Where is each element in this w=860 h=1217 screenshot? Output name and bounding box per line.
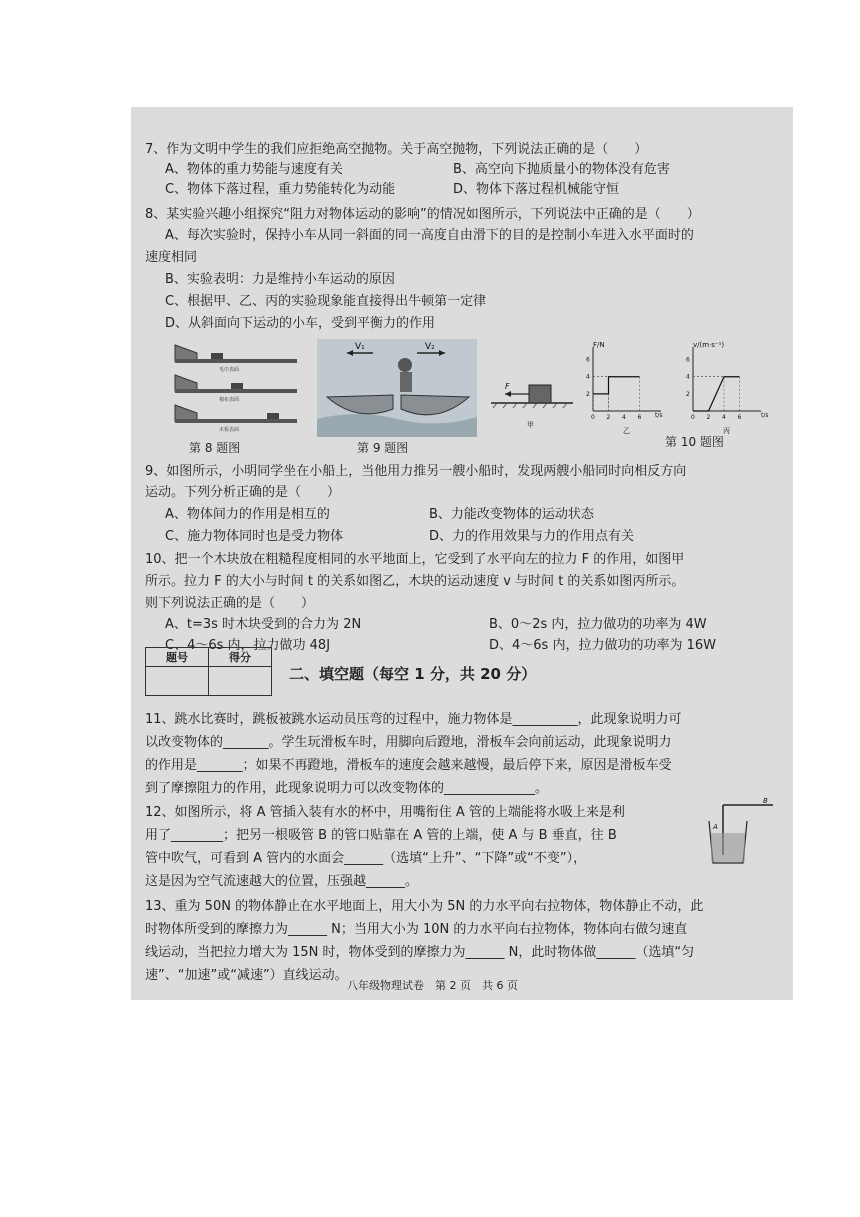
bing-label: 丙 — [723, 427, 730, 435]
q8-option-c: C、根据甲、乙、丙的实验现象能直接得出牛顿第一定律 — [165, 294, 487, 309]
q10-stem-line1: 10、把一个木块放在粗糙程度相同的水平地面上，它受到了水平向左的拉力 F 的作用，如图甲 — [145, 552, 685, 567]
q13-line1: 13、重为 50N 的物体静止在水平地面上，用大小为 5N 的力水平向右拉物体，物体静止不动，此 — [145, 899, 704, 914]
wood-block — [529, 385, 551, 403]
yi-ytick-2: 6 — [586, 356, 590, 364]
q10-stem-line3: 则下列说法正确的是（ ） — [145, 596, 315, 611]
q8-option-a-line1: A、每次实验时，保持小车从同一斜面的同一高度自由滑下的目的是控制小车进入水平面时的 — [165, 228, 694, 243]
q11-line4: 到了摩擦阻力的作用，此现象说明力可以改变物体的______________。 — [145, 781, 549, 796]
bing-xtick-1: 2 — [706, 414, 711, 421]
score-cell-2 — [209, 667, 272, 696]
fig10-jia — [487, 363, 577, 433]
yi-ytick-0: 2 — [586, 390, 590, 398]
q9-option-c: C、施力物体同时也是受力物体 — [165, 529, 344, 544]
section2-title: 二、填空题（每空 1 分，共 20 分） — [289, 665, 537, 683]
q11-line2: 以改变物体的_______。学生玩滑板车时，用脚向后蹬地，滑板车会向前运动，此现象说明力 — [145, 735, 672, 750]
q10-option-b: B、0～2s 内，拉力做功的功率为 4W — [489, 617, 707, 632]
bing-xtick-0: 0 — [691, 414, 695, 421]
q9-option-d: D、力的作用效果与力的作用点有关 — [429, 529, 635, 544]
force-label: F — [505, 382, 510, 391]
yi-xlabel: t/s — [655, 412, 663, 419]
q8-option-b: B、实验表明：力是维持小车运动的原因 — [165, 272, 395, 287]
fig10-bing-chart — [679, 339, 779, 435]
fig9-caption: 第 9 题图 — [357, 441, 409, 455]
bing-ylabel: v/(m·s⁻¹) — [693, 341, 725, 349]
ramp-2 — [175, 375, 297, 393]
q9-stem-line1: 9、如图所示，小明同学坐在小船上，当他用力推另一艘小船时，发现两艘小船同时向相反方向 — [145, 464, 687, 479]
v1-label: V₁ — [355, 342, 365, 352]
surface-label-1: 毛巾表面 — [219, 367, 240, 373]
q10-option-a: A、t=3s 时木块受到的合力为 2N — [165, 617, 362, 632]
q8-option-d: D、从斜面向下运动的小车，受到平衡力的作用 — [165, 316, 436, 331]
exam-sheet — [131, 107, 793, 1000]
score-cell-1 — [146, 667, 209, 696]
q12-cup-figure — [703, 797, 787, 867]
yi-ytick-1: 4 — [586, 373, 590, 381]
surface-label-2: 棉布表面 — [219, 397, 240, 403]
q11-line1: 11、跳水比赛时，跳板被跳水运动员压弯的过程中，施力物体是__________，此现象说明力可 — [145, 712, 682, 727]
tube-a-label: A — [713, 823, 718, 831]
yi-ylabel: F/N — [593, 341, 605, 349]
bing-ytick-0: 2 — [686, 390, 690, 398]
yi-label: 乙 — [623, 427, 630, 435]
q7-option-d: D、物体下落过程机械能守恒 — [453, 182, 620, 197]
score-table — [145, 647, 272, 696]
jia-label: 甲 — [527, 421, 534, 429]
yi-xtick-3: 6 — [637, 414, 642, 421]
yi-xtick-0: 0 — [591, 414, 595, 421]
q12-line4: 这是因为空气流速越大的位置，压强越______。 — [145, 874, 419, 889]
bing-ytick-2: 6 — [686, 356, 690, 364]
surface-label-3: 木板表面 — [219, 427, 240, 433]
fig10-caption: 第 10 题图 — [665, 435, 724, 449]
q9-option-a: A、物体间力的作用是相互的 — [165, 507, 330, 522]
page-footer: 八年级物理试卷 第 2 页 共 6 页 — [347, 979, 518, 992]
q13-line2: 时物体所受到的摩擦力为______ N；当用大小为 10N 的力水平向右拉物体，物体向右做匀速直 — [145, 922, 688, 937]
fig9-boats — [317, 339, 477, 437]
q12-line3: 管中吹气，可看到 A 管内的水面会______（选填“上升”、“下降”或“不变”）， — [145, 851, 587, 866]
yi-xtick-2: 4 — [622, 414, 626, 421]
bing-xlabel: t/s — [761, 412, 769, 419]
q12-line1: 12、如图所示，将 A 管插入装有水的杯中，用嘴衔住 A 管的上端能将水吸上来是利 — [145, 805, 625, 820]
yi-series-line — [593, 377, 640, 394]
q13-line4: 速”、“加速”或“减速”）直线运动。 — [145, 968, 348, 983]
water — [711, 833, 745, 862]
ramp-3 — [175, 405, 297, 423]
bing-series-line — [693, 377, 740, 411]
fig8-caption: 第 8 题图 — [189, 441, 241, 455]
q7-option-a: A、物体的重力势能与速度有关 — [165, 162, 343, 177]
q7-stem: 7、作为文明中学生的我们应拒绝高空抛物。关于高空抛物，下列说法正确的是（ ） — [145, 142, 648, 157]
score-col-score: 得分 — [209, 648, 272, 667]
ramp-1 — [175, 345, 297, 363]
fig8-ramps — [171, 339, 301, 434]
q7-option-b: B、高空向下抛质量小的物体没有危害 — [453, 162, 670, 177]
q9-option-b: B、力能改变物体的运动状态 — [429, 507, 594, 522]
bing-xtick-2: 4 — [722, 414, 726, 421]
q10-option-c: C、4～6s 内，拉力做功 48J — [165, 638, 331, 653]
q10-stem-line2: 所示。拉力 F 的大小与时间 t 的关系如图乙，木块的运动速度 v 与时间 t 的关系如图丙所示。 — [145, 574, 685, 589]
q7-option-c: C、物体下落过程，重力势能转化为动能 — [165, 182, 396, 197]
tube-b-label: B — [763, 797, 768, 805]
q12-line2: 用了________；把另一根吸管 B 的管口贴靠在 A 管的上端，使 A 与 B 垂直，往 B — [145, 828, 617, 843]
q8-stem: 8、某实验兴趣小组探究“阻力对物体运动的影响”的情况如图所示，下列说法中正确的是（ ） — [145, 207, 700, 222]
q13-line3: 线运动，当把拉力增大为 15N 时，物体受到的摩擦力为______ N，此时物体做______（选填“匀 — [145, 945, 695, 960]
fig10-yi-chart — [579, 339, 671, 435]
q8-option-a-line2: 速度相同 — [145, 250, 198, 265]
q9-stem-line2: 运动。下列分析正确的是（ ） — [145, 485, 341, 500]
q10-option-d: D、4～6s 内，拉力做功的功率为 16W — [489, 638, 716, 653]
score-col-question: 题号 — [146, 648, 209, 667]
bing-xtick-3: 6 — [737, 414, 742, 421]
v2-label: V₂ — [425, 342, 435, 352]
yi-xtick-1: 2 — [606, 414, 611, 421]
q11-line3: 的作用是_______；如果不再蹬地，滑板车的速度会越来越慢，最后停下来，原因是滑板车受 — [145, 758, 672, 773]
bing-ytick-1: 4 — [686, 373, 690, 381]
